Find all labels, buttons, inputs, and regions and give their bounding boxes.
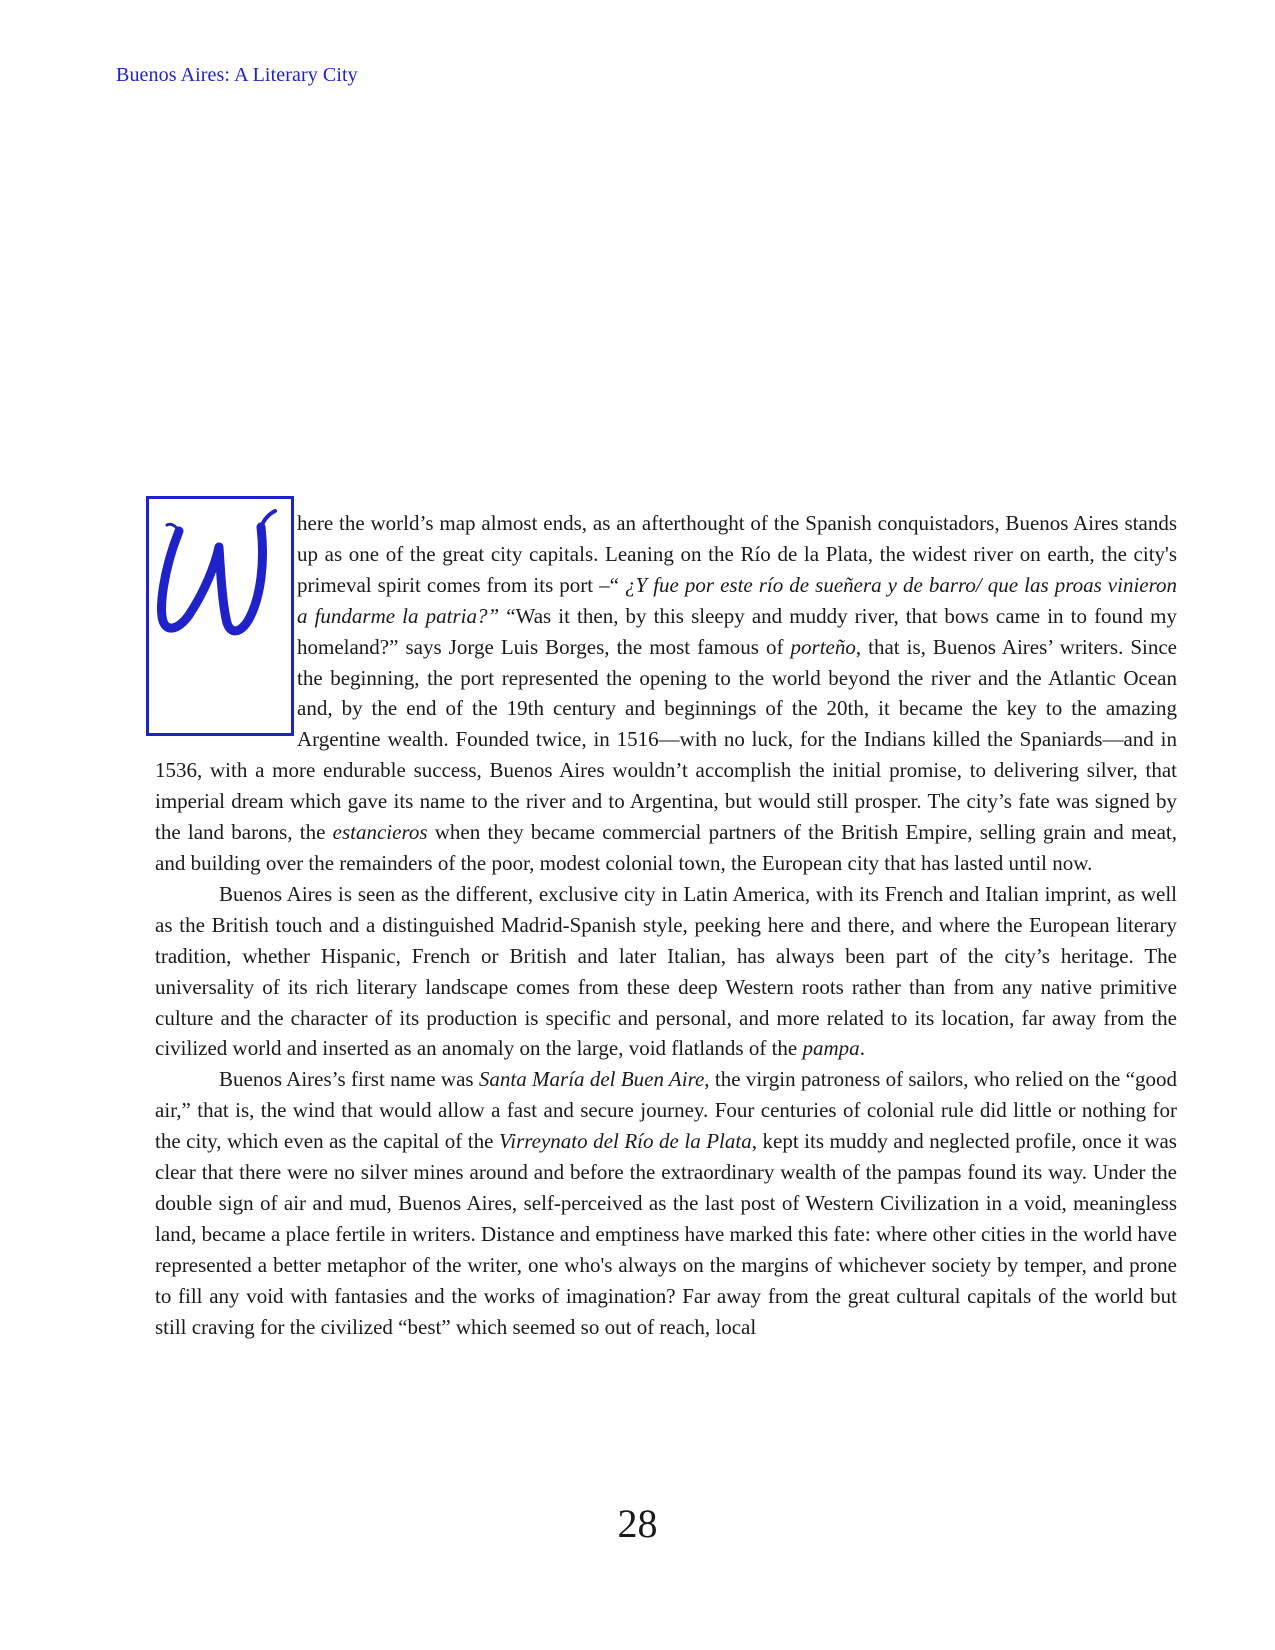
- ornamental-w-initial-icon: [149, 499, 291, 733]
- term-pampa: pampa: [802, 1036, 860, 1061]
- p1-text-2: “Was it then, by this sleepy and muddy river, that bows came in to found my homeland?” says Jorge Luis Borges, the most famous of: [297, 603, 1177, 659]
- p3-text-1: Buenos Aires’s first name was: [219, 1067, 479, 1092]
- p1-text-1: here the world’s map almost ends, as an afterthought of the Spanish conquistadors, Buenos Aires stands up as one of the great city capitals. Leaning on the Río de la Plata, the widest river on earth, the city's primeval spirit comes from its port –“: [297, 511, 1177, 597]
- term-estancieros: estancieros: [332, 820, 428, 845]
- p2-text-2: .: [859, 1036, 865, 1061]
- paragraph-2: [155, 879, 1177, 1064]
- article-body: [155, 508, 1177, 1342]
- p1-text-4: when they became commercial partners of the British Empire, selling grain and meat, and building over the remainders of the poor, modest colonial town, the European city that has lasted until now.: [155, 820, 1178, 875]
- borges-quote-spanish: ¿Y fue por este río de sueñera y de barro/ que las proas vinieron a fundarme la patria?”: [297, 572, 1177, 628]
- paragraph-3: [155, 1064, 1177, 1342]
- drop-cap: [146, 496, 294, 736]
- term-santa-maria: Santa María del Buen Aire: [478, 1067, 705, 1092]
- p1-text-3: , that is, Buenos Aires’ writers. Since the beginning, the port represented the opening to the world beyond the river and the Atlantic Ocean and, by the end of the 19th century and beginnings of the 20th, it became the key to the amazing Argentine wealth. Founded twice, in 1516—with no luck, for the Indians killed the Spaniards—and in 1536, with a more endurable success, Buenos Aires wouldn’t accomplish the initial promise, to delivering silver, that imperial dream which gave its name to the river and to Argentina, but would still prosper. The city’s fate was signed by the land barons, the: [155, 634, 1178, 845]
- p2-text-1: Buenos Aires is seen as the different, exclusive city in Latin America, with its French and Italian imprint, as well as the British touch and a distinguished Madrid-Spanish style, peeking here and there, and where the European literary tradition, whether Hispanic, French or British and later Italian, has always been part of the city’s heritage. The universality of its rich literary landscape comes from these deep Western roots rather than from any native primitive culture and the character of its production is specific and personal, and more related to its location, far away from the civilized world and inserted as an anomaly on the large, void flatlands of the: [155, 881, 1177, 1061]
- term-virreynato: Virreynato del Río de la Plata: [498, 1129, 752, 1154]
- page-number: 28: [617, 1501, 658, 1546]
- paragraph-1: [155, 508, 1177, 879]
- term-porteno: porteño: [790, 634, 856, 659]
- p3-text-3: , kept its muddy and neglected profile, once it was clear that there were no silver mines around and before the extraordinary wealth of the pampas found its way. Under the double sign of air and mud, Buenos Aires, self-perceived as the last post of Western Civilization in a void, meaningless land, became a place fertile in writers. Distance and emptiness have marked this fate: where other cities in the world have represented a better metaphor of the writer, one who's always on the margins of whichever society by temper, and prone to fill any void with fantasies and the works of imagination? Far away from the great cultural capitals of the world but still craving for the civilized “best” which seemed so out of reach, local: [155, 1129, 1177, 1339]
- p3-text-2: , the virgin patroness of sailors, who relied on the “good air,” that is, the wind that would allow a fast and secure journey. Four centuries of colonial rule did little or nothing for the city, which even as the capital of the: [155, 1067, 1177, 1154]
- running-header: Buenos Aires: A Literary City: [116, 64, 358, 86]
